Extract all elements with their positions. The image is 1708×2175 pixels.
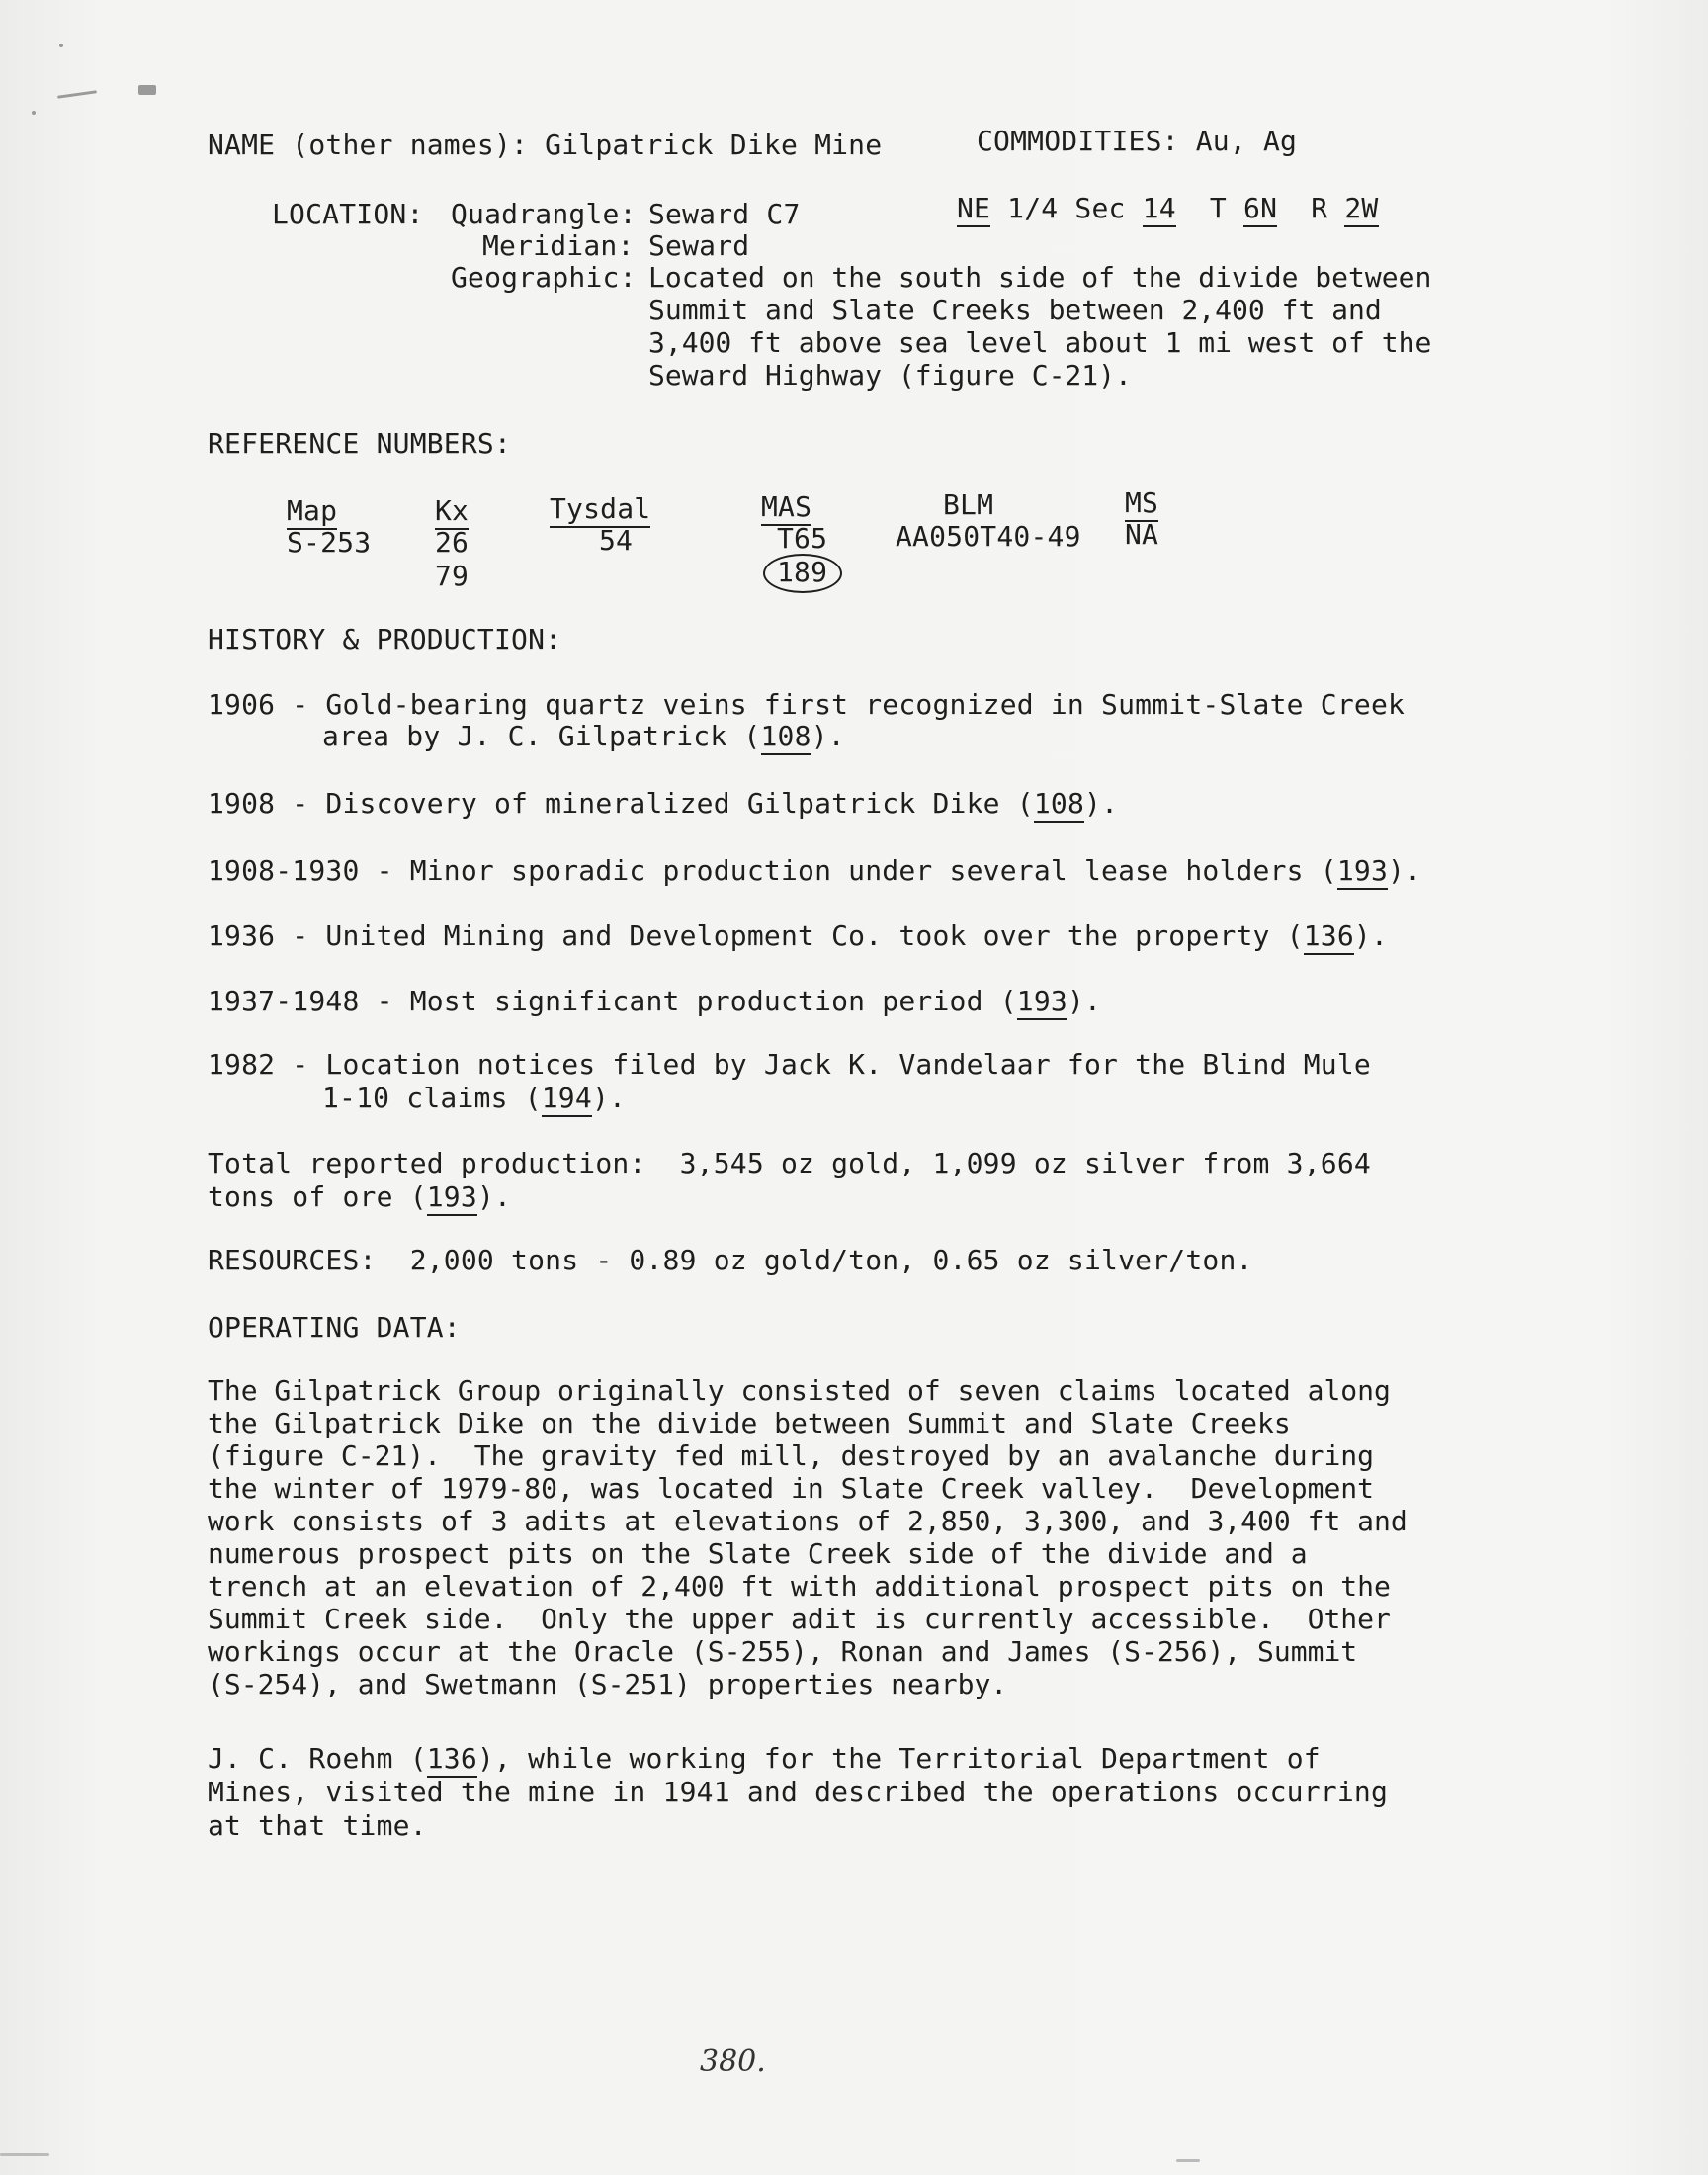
- operating-data-paragraph: The Gilpatrick Group originally consisted of seven claims located along the Gilpatrick Dike on the divide between Summit and Slate Creeks (figure C-21). The gravity fed mill, destroyed by an avalanche during the winter of 1979-80, was located in Slate Creek valley. Development work consists of 3 adits at elevations of 2,850, 3,300, and 3,400 ft and numerous prospect pits on the Slate Creek side of the divide and a trench at an elevation of 2,400 ft with additional prospect pits on the Summit Creek side. Only the upper adit is currently accessible. Other workings occur at the Oracle (S-255), Ronan and James (S-256), Summit (S-254), and Swetmann (S-251) properties nearby.: [208, 1374, 1408, 1700]
- range-value: 2W: [1344, 192, 1378, 227]
- resources-line: RESOURCES: 2,000 tons - 0.89 oz gold/ton, 0.65 oz silver/ton.: [208, 1244, 1253, 1276]
- ref-tysdal-value: 54: [599, 524, 634, 557]
- total-production-cont: tons of ore (193).: [208, 1180, 511, 1214]
- total-production: Total reported production: 3,545 oz gold, 1,099 oz silver from 3,664: [208, 1147, 1371, 1179]
- range-prefix: R: [1277, 192, 1345, 224]
- commodities-label: COMMODITIES: Au, Ag: [977, 125, 1298, 157]
- section-line: [957, 192, 1379, 225]
- history-entry-cont: area by J. C. Gilpatrick (108).: [322, 720, 845, 753]
- ref-header-map: Map: [287, 494, 337, 528]
- meridian-label: Meridian:: [482, 229, 635, 262]
- history-entry: 1936 - United Mining and Development Co. took over the property (136).: [208, 919, 1388, 953]
- location-label: LOCATION:: [272, 198, 424, 230]
- geographic-value: Located on the south side of the divide between Summit and Slate Creeks between 2,400 ft and 3,400 ft above sea level about 1 mi west of the Seward Highway (figure C-21).: [648, 261, 1432, 392]
- quadrangle-value: Seward C7: [648, 198, 801, 230]
- scan-mark: [138, 85, 156, 95]
- ref-map-value: S-253: [287, 526, 372, 559]
- history-entry: 1982 - Location notices filed by Jack K. Vandelaar for the Blind Mule: [208, 1048, 1371, 1081]
- ref-header-mas: MAS: [761, 490, 811, 524]
- roehm-paragraph-cont: at that time.: [208, 1809, 427, 1842]
- ref-kx-value-2: 79: [435, 560, 470, 592]
- ref-kx-value-1: 26: [435, 526, 470, 559]
- quarter-value: NE: [957, 192, 990, 227]
- history-heading: HISTORY & PRODUCTION:: [208, 623, 562, 655]
- ref-header-tysdal: Tysdal: [550, 492, 650, 526]
- geographic-label: Geographic:: [451, 261, 637, 294]
- ref-blm-value: AA050T40-49: [896, 520, 1081, 553]
- scan-mark: [0, 2153, 49, 2156]
- ref-header-ms: MS: [1125, 486, 1158, 520]
- history-entry-cont: 1-10 claims (194).: [322, 1082, 626, 1115]
- ref-header-blm: BLM: [943, 488, 994, 521]
- ref-header-kx: Kx: [435, 494, 469, 528]
- township-value: 6N: [1243, 192, 1277, 227]
- ref-ms-value: NA: [1125, 518, 1159, 551]
- reference-numbers-heading: REFERENCE NUMBERS:: [208, 427, 512, 460]
- roehm-paragraph: J. C. Roehm (136), while working for the Territorial Department of: [208, 1742, 1321, 1776]
- scan-mark: [32, 111, 36, 115]
- mas-circle-mark: [763, 554, 842, 593]
- scan-mark: [1176, 2159, 1200, 2162]
- township-prefix: T: [1175, 192, 1244, 224]
- roehm-paragraph-cont: Mines, visited the mine in 1941 and described the operations occurring: [208, 1776, 1389, 1808]
- scan-mark: [59, 44, 63, 47]
- history-entry: 1908 - Discovery of mineralized Gilpatrick Dike (108).: [208, 787, 1118, 821]
- quarter-suffix: 1/4 Sec: [990, 192, 1143, 224]
- handwritten-page-number: 380.: [700, 2044, 766, 2079]
- ref-mas-value-2: 189: [777, 556, 828, 588]
- quadrangle-label: Quadrangle:: [451, 198, 637, 230]
- history-entry: 1906 - Gold-bearing quartz veins first recognized in Summit-Slate Creek: [208, 688, 1406, 721]
- meridian-value: Seward: [648, 229, 750, 262]
- history-entry: 1937-1948 - Most significant production period (193).: [208, 985, 1101, 1018]
- history-entry: 1908-1930 - Minor sporadic production under several lease holders (193).: [208, 854, 1421, 888]
- operating-data-heading: OPERATING DATA:: [208, 1311, 461, 1344]
- ref-mas-value-1: T65: [777, 522, 828, 555]
- name-label: NAME (other names): Gilpatrick Dike Mine: [208, 129, 883, 161]
- section-value: 14: [1143, 192, 1176, 227]
